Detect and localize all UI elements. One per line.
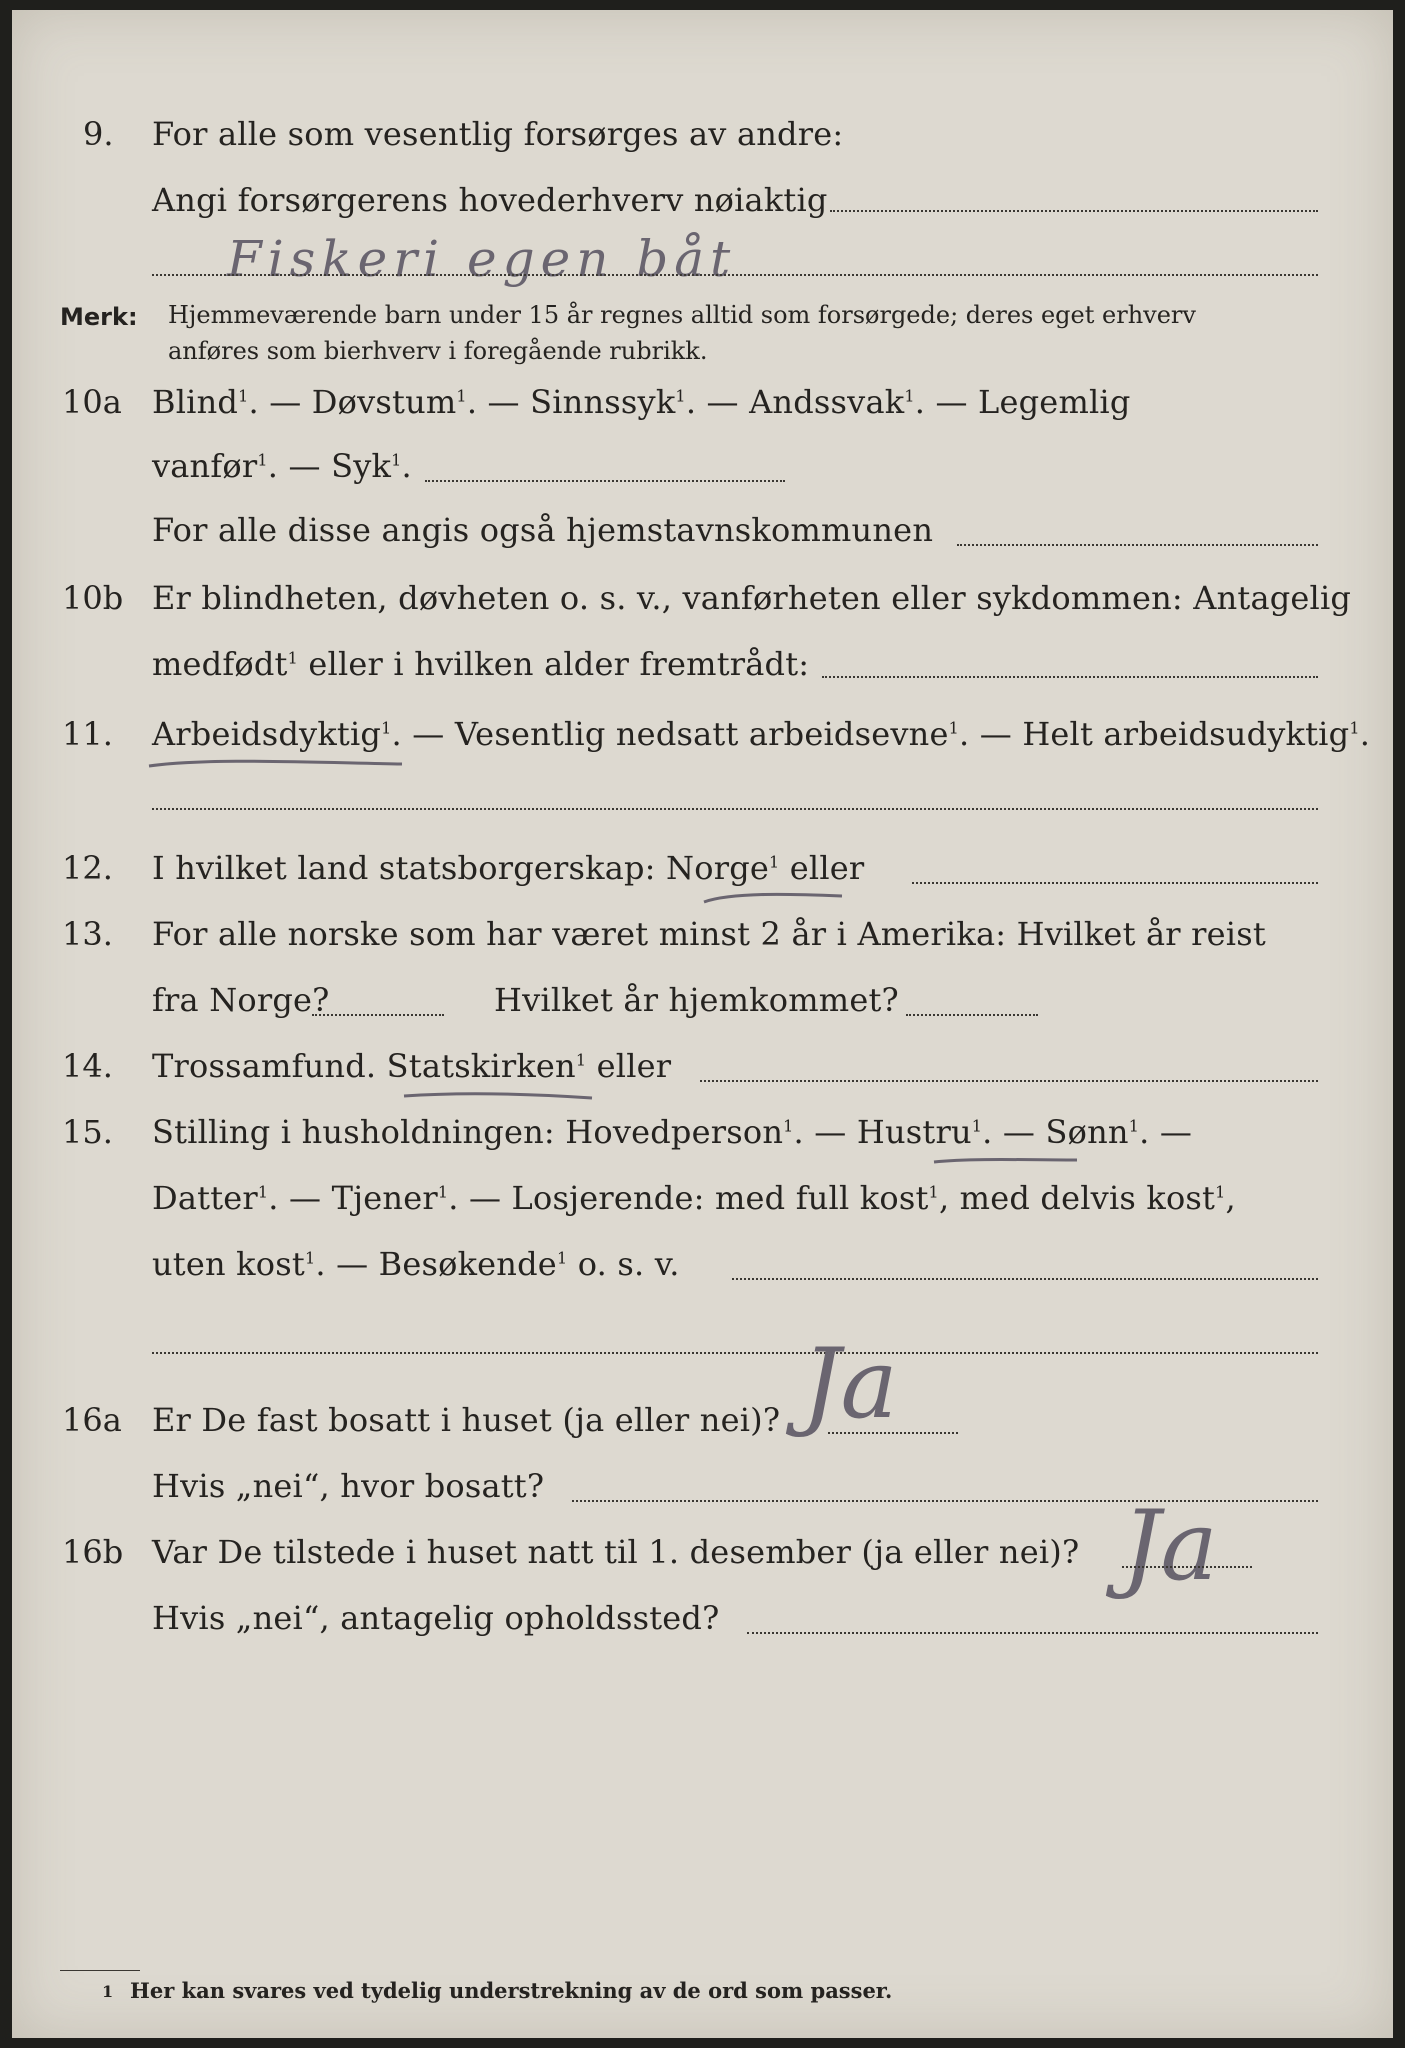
q10a-line1: Blind$^1$. — Døvstum$^1$. — Sinnssyk$^1$. — Andssvak$^1$. — Legemlig [152, 383, 1131, 421]
q16b-number: 16b [62, 1533, 124, 1571]
q16a-line1: Er De fast bosatt i huset (ja eller nei)? [152, 1401, 781, 1439]
note-label: Merk: [60, 303, 138, 331]
q9-handwritten-answer: Fiskeri egen båt [227, 230, 737, 288]
q16b-answer-line [1122, 1566, 1252, 1568]
q15-line3: uten kost$^1$. — Besøkende$^1$ o. s. v. [152, 1245, 680, 1283]
q13-number: 13. [62, 915, 113, 953]
q9-answer-line-2 [152, 274, 1318, 276]
footnote-rule [60, 1970, 140, 1971]
footnote-text: Her kan svares ved tydelig understrekning av de ord som passer. [130, 1978, 893, 2003]
q12-answer-line [912, 882, 1318, 884]
q11-number: 11. [62, 715, 113, 753]
q10b-line2: medfødt$^1$ eller i hvilken alder fremtrådt: [152, 645, 810, 683]
q10a-line3: For alle disse angis også hjemstavnskommunen [152, 511, 934, 549]
q16b-line2: Hvis „nei“, antagelig opholdssted? [152, 1599, 720, 1637]
q13-reist-line [312, 1014, 444, 1016]
q14-number: 14. [62, 1047, 113, 1085]
q13-line2-b: Hvilket år hjemkommet? [494, 981, 899, 1019]
q16a-answer-line [828, 1432, 958, 1434]
q12-handwritten-underline [702, 888, 852, 908]
q9-line1: For alle som vesentlig forsørges av andre: [152, 115, 844, 153]
q16b-opholdssted-line [747, 1632, 1318, 1634]
q11-line: Arbeidsdyktig$^1$. — Vesentlig nedsatt arbeidsevne$^1$. — Helt arbeidsudyktig$^1$. [152, 715, 1371, 753]
q11-handwritten-underline [147, 754, 407, 774]
note-line2: anføres som bierhverv i foregående rubrikk. [168, 337, 708, 365]
q12-number: 12. [62, 849, 113, 887]
q15-line2: Datter$^1$. — Tjener$^1$. — Losjerende: med full kost$^1$, med delvis kost$^1$, [152, 1179, 1236, 1217]
q15-handwritten-underline [932, 1152, 1082, 1172]
q16a-line2: Hvis „nei“, hvor bosatt? [152, 1467, 545, 1505]
q10b-answer-line [822, 676, 1318, 678]
q16a-handwritten-answer: Ja [802, 1328, 898, 1440]
note-line1: Hjemmeværende barn under 15 år regnes alltid som forsørgede; deres eget erhverv [168, 301, 1196, 329]
q13-line2-a: fra Norge? [152, 981, 330, 1019]
q14-answer-line [700, 1080, 1318, 1082]
q15-answer-line-1 [732, 1278, 1318, 1280]
census-form-page [12, 10, 1393, 2038]
q10b-number: 10b [62, 579, 124, 617]
q10a-line2: vanfør$^1$. — Syk$^1$. [152, 447, 412, 485]
q12-line: I hvilket land statsborgerskap: Norge$^1$ eller [152, 849, 865, 887]
q10a-hjemstavn-line [957, 544, 1318, 546]
q14-line: Trossamfund. Statskirken$^1$ eller [152, 1047, 672, 1085]
q11-answer-line [152, 808, 1318, 810]
q16a-number: 16a [62, 1401, 122, 1439]
q10b-line1: Er blindheten, døvheten o. s. v., vanførheten eller sykdommen: Antagelig [152, 579, 1352, 617]
q15-number: 15. [62, 1113, 113, 1151]
q13-line1: For alle norske som har været minst 2 år i Amerika: Hvilket år reist [152, 915, 1266, 953]
q14-handwritten-underline [402, 1086, 602, 1106]
footnote-mark: 1 [102, 1982, 114, 2001]
q15-line1: Stilling i husholdningen: Hovedperson$^1$. — Hustru$^1$. — Sønn$^1$. — [152, 1113, 1193, 1151]
q9-answer-line-1 [830, 210, 1318, 212]
q10a-syk-line [425, 480, 785, 482]
q13-hjemkommet-line [906, 1014, 1038, 1016]
q9-number: 9. [83, 115, 114, 153]
q16b-line1: Var De tilstede i huset natt til 1. desember (ja eller nei)? [152, 1533, 1080, 1571]
q9-line2: Angi forsørgerens hovederhverv nøiaktig [152, 181, 828, 219]
q16b-handwritten-answer: Ja [1122, 1490, 1218, 1602]
q10a-number: 10a [62, 383, 122, 421]
q15-answer-line-2 [152, 1352, 1318, 1354]
